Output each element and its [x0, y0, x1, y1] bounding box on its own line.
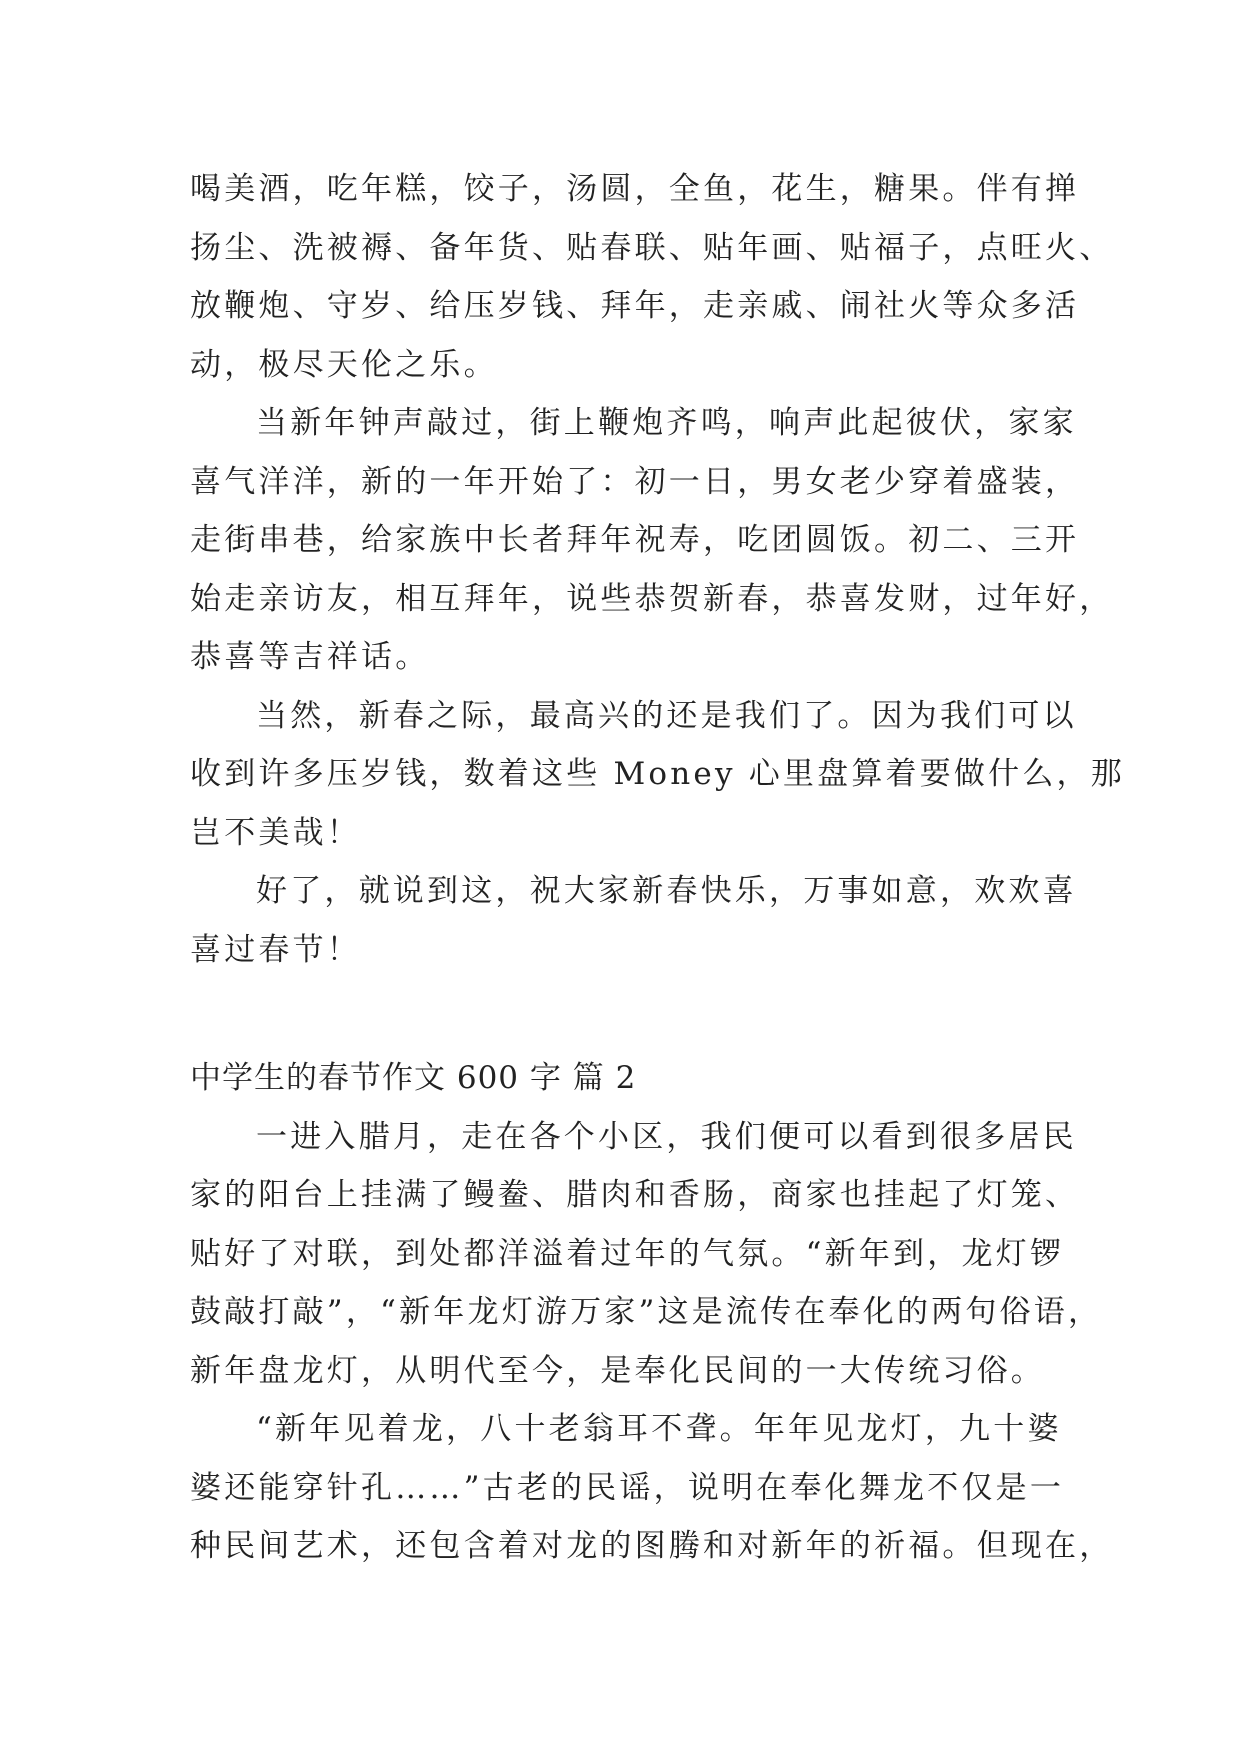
text-line: 走街串巷，给家族中长者拜年祝寿，吃团圆饭。初二、三开 — [190, 522, 1080, 558]
section-gap — [190, 979, 1052, 1049]
text-line: 种民间艺术，还包含着对龙的图腾和对新年的祈福。但现在， — [190, 1528, 1114, 1564]
text-line: 扬尘、洗被褥、备年货、贴春联、贴年画、贴福子，点旺火、 — [190, 229, 1114, 266]
text-line: 恭喜等吉祥话。 — [190, 639, 430, 675]
text-line: 新年盘龙灯，从明代至今，是奉化民间的一大传统习俗。 — [190, 1352, 1045, 1389]
paragraph-lucky-money — [190, 687, 1125, 863]
text-line: 喜气洋洋，新的一年开始了：初一日，男女老少穿着盛装， — [190, 463, 1080, 500]
text-line: 一进入腊月，走在各个小区，我们便可以看到很多居民 — [256, 1118, 1077, 1155]
text-line: 喝美酒，吃年糕，饺子，汤圆，全鱼，花生，糖果。伴有掸 — [190, 171, 1080, 207]
document-body — [190, 160, 1125, 1576]
text-line: 当新年钟声敲过，街上鞭炮齐鸣，响声此起彼伏，家家 — [256, 405, 1077, 441]
paragraph-dragon-folk-song — [190, 1400, 1114, 1576]
text-line: 婆还能穿针孔……”古老的民谣，说明在奉化舞龙不仅是一 — [190, 1469, 1065, 1506]
text-line: 收到许多压岁钱，数着这些 Money 心里盘算着要做什么，那 — [190, 756, 1125, 792]
text-line: 好了，就说到这，祝大家新春快乐，万事如意，欢欢喜 — [256, 873, 1077, 909]
text-line: 喜过春节！ — [190, 931, 361, 968]
text-line: 动，极尽天伦之乐。 — [190, 346, 498, 383]
text-line: 放鞭炮、守岁、给压岁钱、拜年，走亲戚、闹社火等众多活 — [190, 288, 1080, 324]
text-line: 家的阳台上挂满了鳗鲞、腊肉和香肠，商家也挂起了灯笼、 — [190, 1177, 1080, 1213]
paragraph-new-year-bell — [190, 394, 1114, 687]
text-line: 鼓敲打敲”，“新年龙灯游万家”这是流传在奉化的两句俗语， — [190, 1294, 1103, 1330]
text-line: 始走亲访友，相互拜年，说些恭贺新春，恭喜发财，过年好， — [190, 580, 1114, 617]
text-line: 岂不美哉！ — [190, 814, 361, 851]
paragraph-closing-wishes — [190, 862, 1077, 979]
paragraph-continuation — [190, 160, 1114, 394]
section-title: 中学生的春节作文 600 字 篇 2 — [190, 1060, 637, 1096]
text-line: 贴好了对联，到处都洋溢着过年的气氛。“新年到，龙灯锣 — [190, 1235, 1065, 1272]
paragraph-lunar-twelfth-month — [190, 1108, 1103, 1401]
text-line: 当然，新春之际，最高兴的还是我们了。因为我们可以 — [256, 697, 1077, 734]
text-line: “新年见着龙，八十老翁耳不聋。年年见龙灯，九十婆 — [256, 1411, 1062, 1447]
